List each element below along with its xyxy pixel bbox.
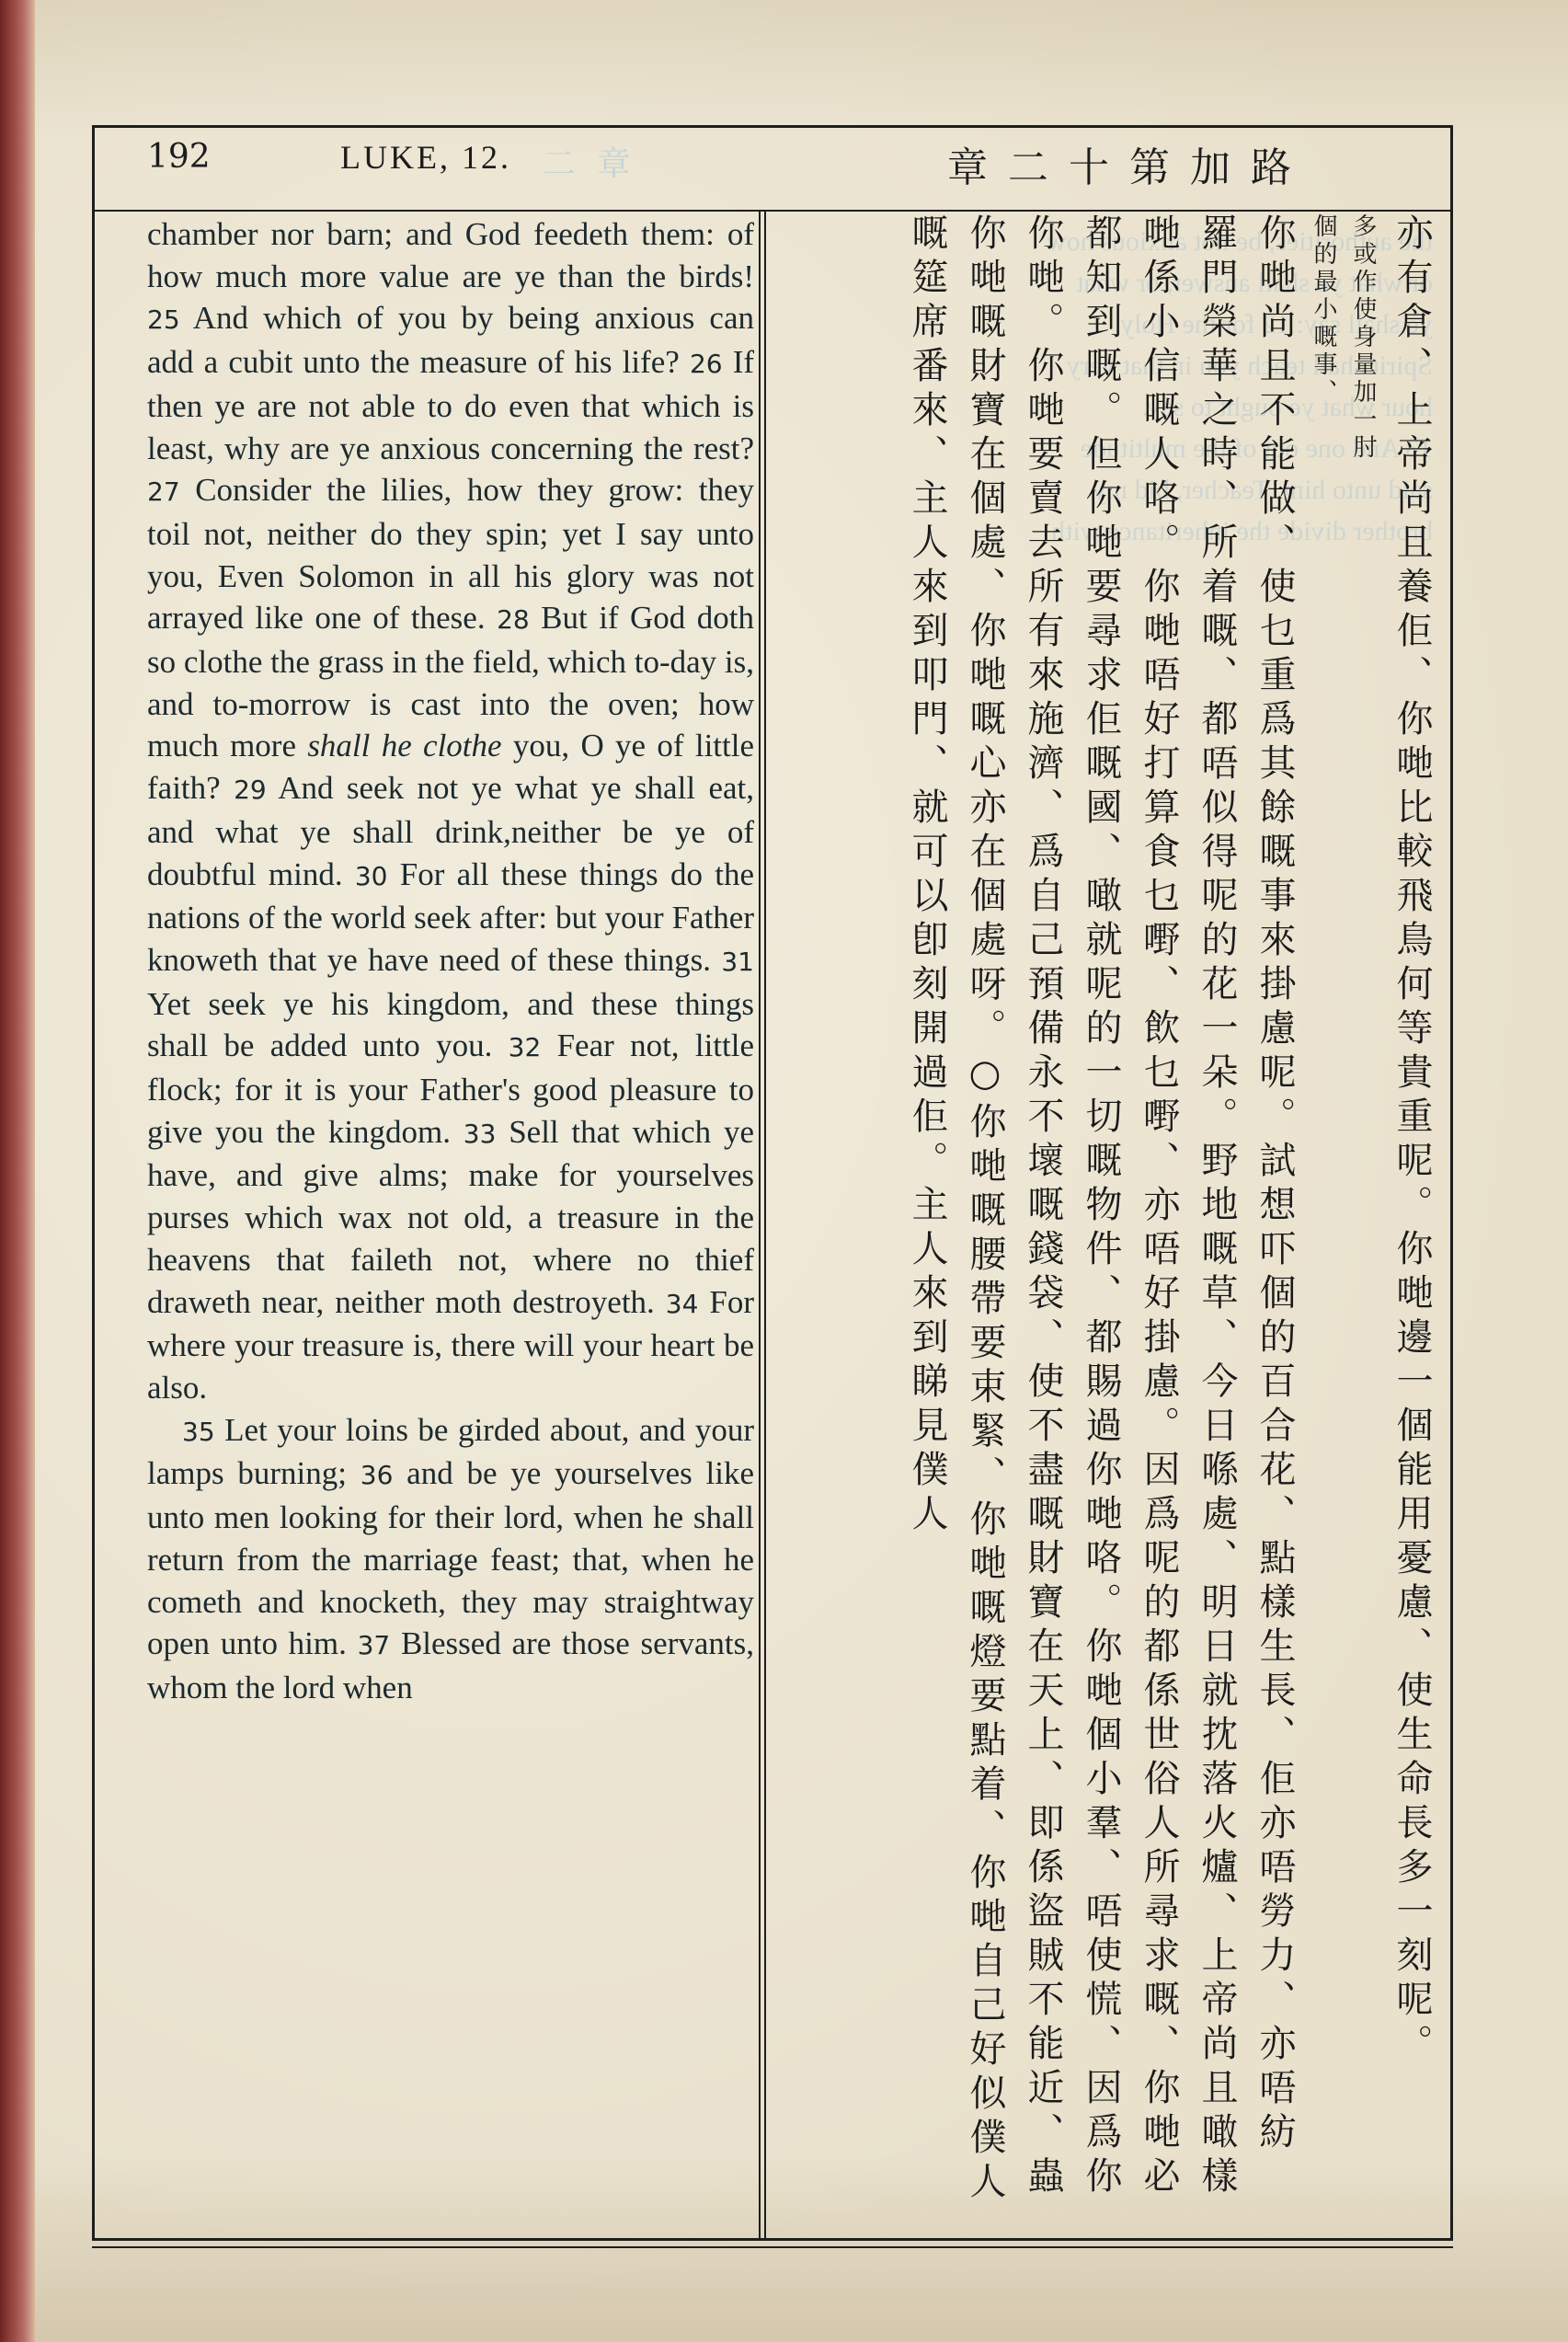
- verse-text: and be ye yourselves like unto men looking for their lord, when he shall return from the marriage feast; that, when he cometh and knocketh, they may straightway open unto him.: [147, 1455, 754, 1662]
- italic-text: shall he clothe: [307, 728, 502, 764]
- verse-text: Blessed are those servants, whom the lord when: [147, 1625, 754, 1705]
- verse-text: Yet seek ye his kingdom, and these things shall be added unto you.: [147, 985, 754, 1064]
- verse-number: 35: [182, 1416, 215, 1447]
- chinese-text-column: 嘅筵席番來、主人來到叩門、就可以卽刻開過佢。主人來到睇見僕人: [906, 213, 948, 1538]
- verse-text: Sell that which ye have, and give alms; make for yourselves purses which wax not old, a treasure in the heavens that faileth not, where no thief draweth near, neither moth destroyeth.: [147, 1113, 754, 1320]
- verse-text: Consider the lilies, how they grow: they toil not, neither do they spin; yet I say unto you, Even Solomon in all his glory was not arrayed like one of these.: [147, 472, 754, 637]
- chinese-text-column: 都知到嘅。但你哋要尋求佢嘅國、噉就呢的一切嘅物件、都賜過你哋咯。你哋個小羣、唔使慌、因爲你: [1080, 213, 1122, 2200]
- page-number: 192: [147, 138, 211, 176]
- show-through-line: 13 And one out of the multitude: [1080, 433, 1433, 464]
- english-text-column: [147, 213, 754, 1709]
- verse-number: 37: [357, 1630, 391, 1661]
- chinese-running-title: 路加第十二章: [947, 144, 1311, 191]
- verse-number: 26: [689, 349, 723, 380]
- book-spine-edge: [0, 0, 35, 2342]
- verse-text: Let your loins be girded about, and your lamps burning;: [147, 1411, 754, 1492]
- verse-number: 31: [721, 946, 754, 977]
- chinese-text-column: 哋係小信嘅人咯。你哋唔好打算食乜嘢、飲乜嘢、亦唔好掛慮。因爲呢的都係世俗人所尋求嘅、你哋必: [1138, 213, 1180, 2200]
- verse-text: If then ye are not able to do even that which is least, why are ye anxious concerning the rest?: [147, 344, 755, 466]
- chinese-text-column: 你哋嘅財寶在個處、你哋嘅心亦在個處呀。○你哋嘅腰帶要束緊、你哋嘅燈要點着、你哋自己好似僕人: [964, 213, 1006, 2206]
- verse-number: 33: [463, 1118, 497, 1149]
- show-through-line: hour what ye ought to say.: [1141, 392, 1433, 422]
- verse-text: chamber nor barn; and God feedeth them: of how much more value are ye than the birds!: [147, 216, 754, 294]
- verse-text: And seek not ye what ye shall eat, and what ye shall drink,neither be ye of doubtful mind.: [147, 770, 754, 892]
- header-rule: [92, 210, 1453, 212]
- chinese-text-column: 你哋。你哋要賣去所有來施濟、爲自己預備永不壞嘅錢袋、使不盡嘅財寶在天上、即係盜賊不能近、蟲: [1022, 213, 1064, 2200]
- english-paragraph: [147, 1409, 754, 1709]
- frame-bottom-rule: [92, 2246, 1453, 2248]
- verse-number: 30: [354, 860, 388, 891]
- verse-text: Fear not, little flock; for it is your Father's good pleasure to give you the kingdom.: [147, 1027, 754, 1150]
- show-through-line: the authorities, be not anxious how: [1047, 226, 1433, 257]
- verse-text: And which of you by being anxious can add a cubit unto the measure of his life?: [147, 300, 754, 381]
- running-title: LUKE, 12.: [340, 139, 511, 176]
- show-through-line: Spirit shall teach you in that very: [1066, 350, 1433, 381]
- verse-number: 36: [360, 1460, 394, 1491]
- chinese-text-column: 個的最小嘅事、: [1310, 213, 1337, 407]
- verse-number: 32: [508, 1032, 542, 1063]
- show-through-line: ye shall say: 12 for the Holy: [1120, 309, 1433, 339]
- chinese-text-column: 羅門榮華之時、所着嘅、都唔似得呢的花一朵。野地嘅草、今日喺處、明日就抌落火爐、上帝尚且噉樣: [1196, 213, 1238, 2200]
- verse-number: 28: [497, 604, 530, 636]
- chinese-text-column: 多或作使身量加一肘: [1349, 213, 1377, 462]
- show-through-title: 二 章: [543, 145, 636, 183]
- chinese-text-column: 你哋尚且不能做、使乜重爲其餘嘅事來掛慮呢。試想吓個的百合花、點樣生長、佢亦唔勞力、亦唔紡: [1253, 213, 1296, 2156]
- chinese-text-column: 亦有倉、上帝尚且養佢、你哋比較飛鳥何等貴重呢。你哋邊一個能用憂慮、使生命長多一刻呢。: [1391, 213, 1433, 2068]
- show-through-line: or what ye shall answer, or what: [1076, 268, 1433, 298]
- verse-number: 34: [665, 1288, 699, 1319]
- chinese-text-columns: [777, 213, 1435, 2228]
- column-divider: [759, 210, 766, 2241]
- verse-number: 27: [147, 476, 180, 508]
- show-through-line: said unto him, Teacher, bid my: [1092, 475, 1433, 505]
- verse-text: For all these things do the nations of the world seek after: but your Father knoweth that ye have need of these things.: [147, 855, 754, 978]
- english-paragraph: [147, 213, 754, 1409]
- verse-text: For where your treasure is, there will your heart be also.: [147, 1283, 755, 1406]
- verse-number: 29: [234, 775, 267, 806]
- verse-text: But if God doth so clothe the grass in the field, which to-day is, and to-morrow is cast into the oven; how much more: [147, 600, 754, 764]
- show-through-line: brother divide the inheritance with: [1051, 516, 1433, 546]
- verse-text: you, O ye of little faith?: [147, 728, 754, 807]
- verse-number: 25: [147, 304, 180, 336]
